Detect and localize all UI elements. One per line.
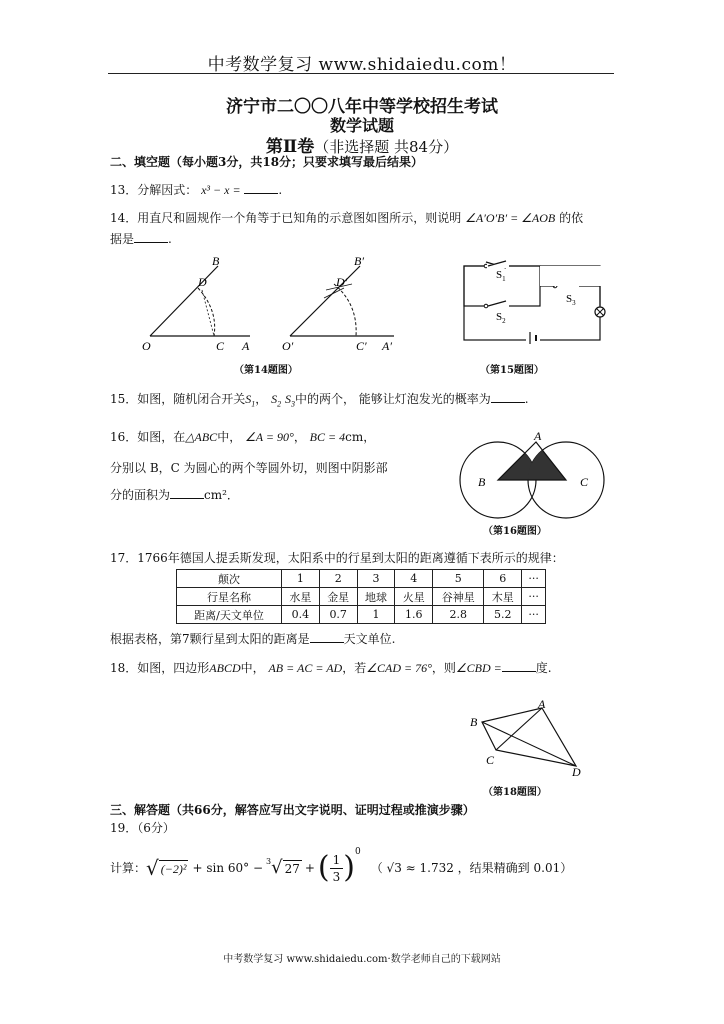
fig15-caption: （第15题图） bbox=[480, 365, 544, 376]
table-cell: 水星 bbox=[282, 588, 320, 606]
q16-triangle: △ABC bbox=[185, 430, 218, 444]
fig14r-label-C: C′ bbox=[356, 339, 367, 352]
q18-ask: ∠CBD = bbox=[455, 661, 502, 675]
paren-close: ) bbox=[343, 850, 355, 885]
fig16-label-C: C bbox=[580, 475, 589, 489]
table-cell: 颠次 bbox=[177, 570, 282, 588]
q14-end: . bbox=[168, 232, 172, 246]
q15-end: . bbox=[524, 392, 529, 406]
q14-line2: 据是 bbox=[110, 232, 135, 246]
q15-text-a: 15．如图，随机闭合开关 bbox=[110, 392, 246, 406]
q19-expr-c: 27 bbox=[284, 861, 300, 876]
fig16-caption: （第16题图） bbox=[483, 526, 547, 537]
q17-answer-blank bbox=[310, 631, 344, 643]
q14-tail: 的依 bbox=[559, 211, 584, 225]
header-divider bbox=[108, 73, 614, 74]
volume-label: 第Ⅱ卷 bbox=[265, 137, 315, 157]
q19-note: （ √3 ≈ 1.732 ，结果精确到 0.01） bbox=[370, 861, 573, 875]
q17-table bbox=[176, 569, 546, 624]
q18-end: 度. bbox=[535, 661, 552, 675]
fig14-label-D: D bbox=[198, 275, 207, 289]
fig18-label-D: D bbox=[572, 765, 581, 778]
q17-after-b: 天文单位. bbox=[343, 632, 396, 646]
q16-unit: cm， bbox=[345, 430, 376, 444]
question-13 bbox=[110, 182, 282, 198]
table-cell: ··· bbox=[522, 570, 546, 588]
table-cell: ··· bbox=[522, 588, 546, 606]
q14-text: 14．用直尺和圆规作一个角等于已知角的示意图如图所示，则说明 bbox=[110, 211, 462, 225]
sqrt-icon: √ bbox=[146, 856, 159, 880]
table-row bbox=[177, 606, 546, 624]
cube-root-icon: √ bbox=[271, 857, 283, 878]
table-cell: 0.7 bbox=[319, 606, 357, 624]
question-16 bbox=[110, 429, 375, 445]
fig15-label-S2: $S_2$ bbox=[496, 311, 506, 325]
table-cell: 4 bbox=[395, 570, 433, 588]
fig18-quadrilateral bbox=[466, 698, 592, 778]
section2-heading: 二、填空题（每小题3分，共18分；只要求填写最后结果） bbox=[110, 155, 424, 169]
table-cell: 木星 bbox=[484, 588, 522, 606]
fig14r-label-D: D′ bbox=[336, 275, 348, 289]
fig14r-label-B: B′ bbox=[354, 254, 364, 268]
q15-s2: $S_2$ bbox=[271, 392, 282, 409]
table-cell: 5.2 bbox=[484, 606, 522, 624]
volume-note: （非选择题 共84分） bbox=[314, 138, 459, 156]
exam-subject: 数学试题 bbox=[329, 116, 394, 135]
table-cell: 3 bbox=[357, 570, 395, 588]
q15-answer-blank bbox=[491, 391, 525, 403]
fig18-label-C: C bbox=[486, 753, 495, 767]
question-14-line2 bbox=[110, 231, 172, 247]
q15-s1: $S_1$ bbox=[245, 392, 256, 409]
table-row bbox=[177, 588, 546, 606]
q14-expr: ∠A′O′B′ = ∠AOB bbox=[465, 211, 556, 225]
table-cell: 1 bbox=[282, 570, 320, 588]
fig15-label-S1: $S_1$ bbox=[496, 269, 506, 283]
q19-expr-d: + bbox=[304, 861, 315, 875]
table-cell: ··· bbox=[522, 606, 546, 624]
fig18-label-A: A bbox=[538, 698, 546, 711]
table-cell: 6 bbox=[484, 570, 522, 588]
table-cell: 2 bbox=[319, 570, 357, 588]
q16-line3-unit: cm²． bbox=[204, 488, 239, 502]
q18-text-d: ，则 bbox=[431, 661, 456, 675]
fig16-label-A: A bbox=[534, 429, 542, 443]
q17-intro: 17．1766年德国人提丢斯发现，太阳系中的行星到太阳的距离遵循下表所示的规律： bbox=[110, 551, 564, 565]
q19-label: 计算： bbox=[110, 861, 147, 875]
q13-text: 13．分解因式： bbox=[110, 183, 198, 197]
fig14-label-O: O bbox=[142, 339, 151, 352]
table-cell: 火星 bbox=[395, 588, 433, 606]
q18-text-a: 18．如图，四边形 bbox=[110, 661, 210, 675]
section3-heading: 三、解答题（共66分，解答应写出文字说明、证明过程或推演步骤） bbox=[110, 803, 475, 817]
paren-open: ( bbox=[317, 850, 330, 885]
q18-answer-blank bbox=[502, 660, 536, 672]
question-14 bbox=[110, 210, 620, 226]
question-18 bbox=[110, 660, 552, 676]
q16-answer-blank bbox=[170, 487, 204, 499]
table-cell: 谷神星 bbox=[433, 588, 484, 606]
q16-line1-c: ， bbox=[293, 430, 306, 444]
table-cell: 金星 bbox=[319, 588, 357, 606]
fig18-caption: （第18题图） bbox=[483, 787, 547, 798]
table-cell: 1 bbox=[357, 606, 395, 624]
table-cell: 距离/天文单位 bbox=[177, 606, 282, 624]
q18-text-b: 中， bbox=[240, 661, 265, 675]
q18-angle: ∠CAD = 76° bbox=[366, 661, 432, 675]
q17-after-a: 根据表格，第7颗行星到太阳的距离是 bbox=[110, 632, 310, 646]
site-header: 中考数学复习 www.shidaiedu.com！ bbox=[207, 55, 517, 75]
q15-text-b: 中的两个， 能够让灯泡发光的概率为 bbox=[294, 392, 491, 406]
fig16-label-B: B bbox=[478, 475, 486, 489]
q19-expr-b: + sin 60° − bbox=[192, 861, 263, 875]
q14-answer-blank bbox=[134, 231, 168, 243]
fig14-right bbox=[282, 254, 412, 352]
page-footer: 中考数学复习 www.shidaiedu.com·数学老师自己的下载网站 bbox=[223, 954, 501, 965]
cube-root-index: 3 bbox=[266, 857, 272, 866]
q16-angle: ∠A = 90° bbox=[245, 430, 294, 444]
fig16-circles bbox=[452, 428, 612, 520]
fig15-label-S3: $S_3$ bbox=[566, 293, 576, 307]
fig14-label-A: A bbox=[242, 339, 250, 352]
q19-number: 19．（6分） bbox=[110, 821, 175, 835]
fig15-circuit bbox=[460, 260, 616, 346]
q13-end: . bbox=[278, 183, 283, 197]
fig18-label-B: B bbox=[470, 715, 478, 729]
fig14r-label-O: O′ bbox=[282, 339, 294, 352]
q15-s3: $S_3$ bbox=[284, 392, 295, 409]
question-16-line3 bbox=[110, 487, 239, 503]
table-row bbox=[177, 570, 546, 588]
q16-line2: 分别以 B，C 为圆心的两个等圆外切，则图中阴影部 bbox=[110, 461, 388, 475]
q18-eq: AB = AC = AD bbox=[268, 661, 343, 675]
q16-line3: 分的面积为 bbox=[110, 488, 171, 502]
q18-quad: ABCD bbox=[209, 661, 241, 675]
q19-expression bbox=[110, 846, 572, 890]
table-cell: 1.6 bbox=[395, 606, 433, 624]
fig14r-label-A: A′ bbox=[382, 339, 392, 352]
fig14-left bbox=[138, 254, 268, 352]
fig14-caption: （第14题图） bbox=[234, 365, 298, 376]
fig14-label-B: B bbox=[212, 254, 220, 268]
q13-answer-blank bbox=[244, 182, 278, 194]
q17-after bbox=[110, 631, 395, 647]
q16-line1-b: 中， bbox=[217, 430, 242, 444]
q19-fraction bbox=[330, 852, 344, 885]
q13-expr: x³ − x = bbox=[201, 183, 241, 197]
table-cell: 0.4 bbox=[282, 606, 320, 624]
table-cell: 行星名称 bbox=[177, 588, 282, 606]
exam-title: 济宁市二〇〇八年中等学校招生考试 bbox=[226, 97, 498, 117]
table-cell: 2.8 bbox=[433, 606, 484, 624]
q19-expr-a: (−2)² bbox=[160, 861, 187, 876]
q19-exp0: 0 bbox=[355, 847, 361, 857]
table-cell: 5 bbox=[433, 570, 484, 588]
q16-bc: BC = 4 bbox=[309, 430, 346, 444]
q19-frac-den: 3 bbox=[332, 869, 341, 884]
table-cell: 地球 bbox=[357, 588, 395, 606]
q18-text-c: ，若 bbox=[342, 661, 367, 675]
q19-frac-num: 1 bbox=[330, 852, 344, 869]
question-15: 15．如图，随机闭合开关$S_1$， $S_2$ $S_3$中的两个， 能够让灯泡发光的概率为 . bbox=[110, 392, 529, 409]
fig14-label-C: C bbox=[216, 339, 225, 352]
q16-line1-a: 16．如图，在 bbox=[110, 430, 186, 444]
